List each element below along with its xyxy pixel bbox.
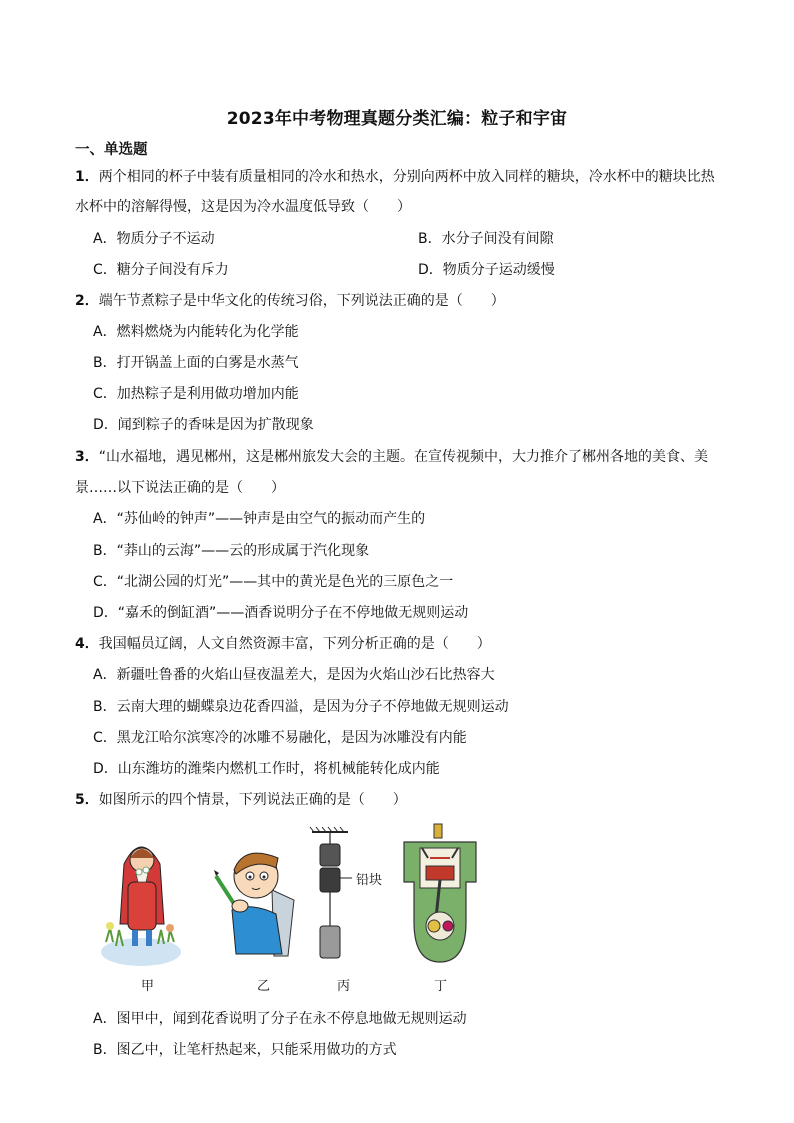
question-1-line-2: 水杯中的溶解得慢，这是因为冷水温度低导致（ ）	[75, 199, 411, 215]
figure-lead-block-label: 铅块	[356, 873, 383, 888]
question-2-option-c: C．加热粽子是利用做功增加内能	[93, 386, 299, 402]
question-5-number: 5．	[75, 792, 99, 808]
question-1-line-1	[75, 166, 715, 186]
question-1-option-c: C．糖分子间没有斥力	[93, 262, 229, 278]
question-3-option-d: D．“嘉禾的倒缸酒”——酒香说明分子在不停地做无规则运动	[93, 605, 469, 621]
question-1-number: 1．	[75, 169, 99, 185]
question-4-option-b: B．云南大理的蝴蝶泉边花香四溢，是因为分子不停地做无规则运动	[93, 699, 509, 715]
figure-caption-bing: 丙	[337, 979, 351, 994]
section-heading: 一、单选题	[75, 142, 148, 158]
question-1-option-b: B．水分子间没有间隙	[418, 231, 554, 247]
question-2-option-d: D．闻到粽子的香味是因为扩散现象	[93, 417, 314, 433]
figure-caption-jia: 甲	[141, 979, 155, 994]
question-5-stem: 如图所示的四个情景，下列说法正确的是（ ）	[98, 792, 407, 808]
question-3-option-a: A．“苏仙岭的钟声”——钟声是由空气的振动而产生的	[93, 511, 426, 527]
question-4-option-c: C．黑龙江哈尔滨寒冷的冰雕不易融化，是因为冰雕没有内能	[93, 730, 467, 746]
question-4-number: 4．	[75, 636, 99, 652]
figure-caption-ding: 丁	[434, 979, 448, 994]
question-3-option-b: B．“莽山的云海”——云的形成属于汽化现象	[93, 543, 370, 559]
question-1-option-a: A．物质分子不运动	[93, 231, 215, 247]
question-3-option-c: C．“北湖公园的灯光”——其中的黄光是色光的三原色之一	[93, 574, 454, 590]
question-2-option-b: B．打开锅盖上面的白雾是水蒸气	[93, 355, 299, 371]
figure-lead-blocks	[308, 826, 398, 966]
question-4-option-d: D．山东潍坊的潍柴内燃机工作时，将机械能转化成内能	[93, 761, 440, 777]
question-3-number: 3．	[75, 449, 99, 465]
figure-caption-yi: 乙	[257, 979, 271, 994]
page-title: 2023年中考物理真题分类汇编：粒子和宇宙	[226, 109, 568, 129]
question-2-stem: 端午节煮粽子是中华文化的传统习俗，下列说法正确的是（ ）	[98, 293, 505, 309]
question-5-line-1	[75, 789, 407, 809]
question-2-number: 2．	[75, 293, 99, 309]
question-2-line-1	[75, 290, 505, 310]
question-3-line-1	[75, 446, 708, 466]
question-4-line-1	[75, 633, 491, 653]
figure-girl-smelling-flowers	[96, 824, 186, 974]
question-3-line-2: 景……以下说法正确的是（ ）	[75, 480, 285, 496]
question-5-option-b: B．图乙中，让笔杆热起来，只能采用做功的方式	[93, 1042, 397, 1058]
question-2-option-a: A．燃料燃烧为内能转化为化学能	[93, 324, 299, 340]
question-5-option-a: A．图甲中，闻到花香说明了分子在永不停息地做无规则运动	[93, 1011, 467, 1027]
question-1-option-d: D．物质分子运动缓慢	[418, 262, 555, 278]
question-1-stem: 两个相同的杯子中装有质量相同的冷水和热水，分别向两杯中放入同样的糖块，冷水杯中的糖块比热	[98, 169, 715, 185]
figure-engine-cylinder	[400, 822, 480, 972]
question-4-option-a: A．新疆吐鲁番的火焰山昼夜温差大，是因为火焰山沙石比热容大	[93, 667, 495, 683]
figure-boy-rubbing-pencil	[212, 840, 302, 958]
question-3-stem: “山水福地，遇见郴州，这是郴州旅发大会的主题。在宣传视频中，大力推介了郴州各地的美食、美	[98, 449, 709, 465]
question-4-stem: 我国幅员辽阔，人文自然资源丰富，下列分析正确的是（ ）	[98, 636, 491, 652]
